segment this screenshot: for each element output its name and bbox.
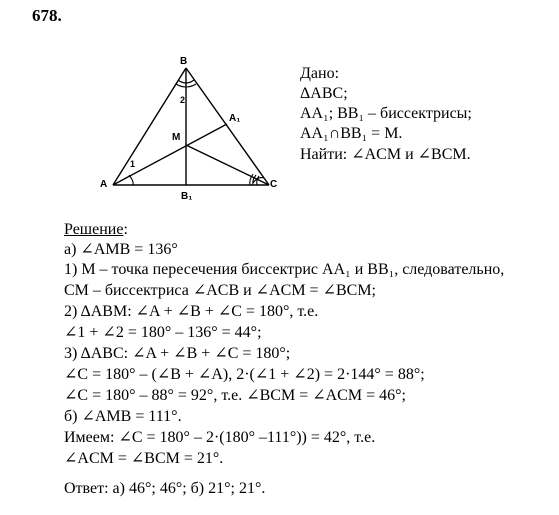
angle-label-1: 1 <box>130 159 136 169</box>
side-bc <box>186 68 269 185</box>
solution-heading: Решение <box>64 221 124 238</box>
solution-line: 1) M – точка пересечения биссектрис AA₁ и BB₁, следовательно, <box>64 261 505 278</box>
answer-line: Ответ: а) 46°; 46°; б) 21°; 21°. <box>64 480 266 497</box>
angle-mark-a <box>129 175 133 185</box>
side-ab <box>113 68 186 185</box>
given-line: AA₁; BB₁ – биссектрисы; <box>300 105 472 122</box>
solution-line: ∠C = 180° – 88° = 92°, т.е. ∠BCM = ∠ACM = 46°; <box>64 387 406 404</box>
given-title: Дано: <box>300 65 340 82</box>
solution-line: CM – биссектриса ∠ACB и ∠ACM = ∠BCM; <box>64 282 376 299</box>
given-line: ΔABC; <box>300 85 348 102</box>
solution-line: а) ∠AMB = 136° <box>64 241 178 258</box>
label-a1: A₁ <box>229 113 241 124</box>
solution-heading-row <box>64 220 128 240</box>
label-a: A <box>100 179 108 190</box>
label-c: C <box>270 179 278 190</box>
given-line: AA₁∩BB₁ = M. <box>300 125 403 142</box>
solution-line: 2) ΔABM: ∠A + ∠B + ∠C = 180°, т.е. <box>64 303 319 320</box>
given-line: Найти: ∠ACM и ∠BCM. <box>300 146 471 163</box>
solution-line: ∠ACM = ∠BCM = 21°. <box>64 450 224 467</box>
solution-line: Имеем: ∠C = 180° – 2·(180° –111°)) = 42°, т.е. <box>64 429 376 446</box>
solution-heading-colon: : <box>123 221 128 238</box>
solution-line: 3) ΔABC: ∠A + ∠B + ∠C = 180°; <box>64 345 291 362</box>
label-b: B <box>180 56 188 67</box>
angle-label-2: 2 <box>180 95 186 105</box>
triangle-figure <box>0 0 300 210</box>
label-b1: B₁ <box>181 191 193 202</box>
solution-line: б) ∠AMB = 111°. <box>64 408 182 425</box>
label-m: M <box>172 132 181 143</box>
solution-line: ∠1 + ∠2 = 180° – 136° = 44°; <box>64 324 262 341</box>
problem-number: 678. <box>32 6 62 25</box>
solution-line: ∠C = 180° – (∠B + ∠A), 2·(∠1 + ∠2) = 2·144° = 88°; <box>64 366 425 383</box>
